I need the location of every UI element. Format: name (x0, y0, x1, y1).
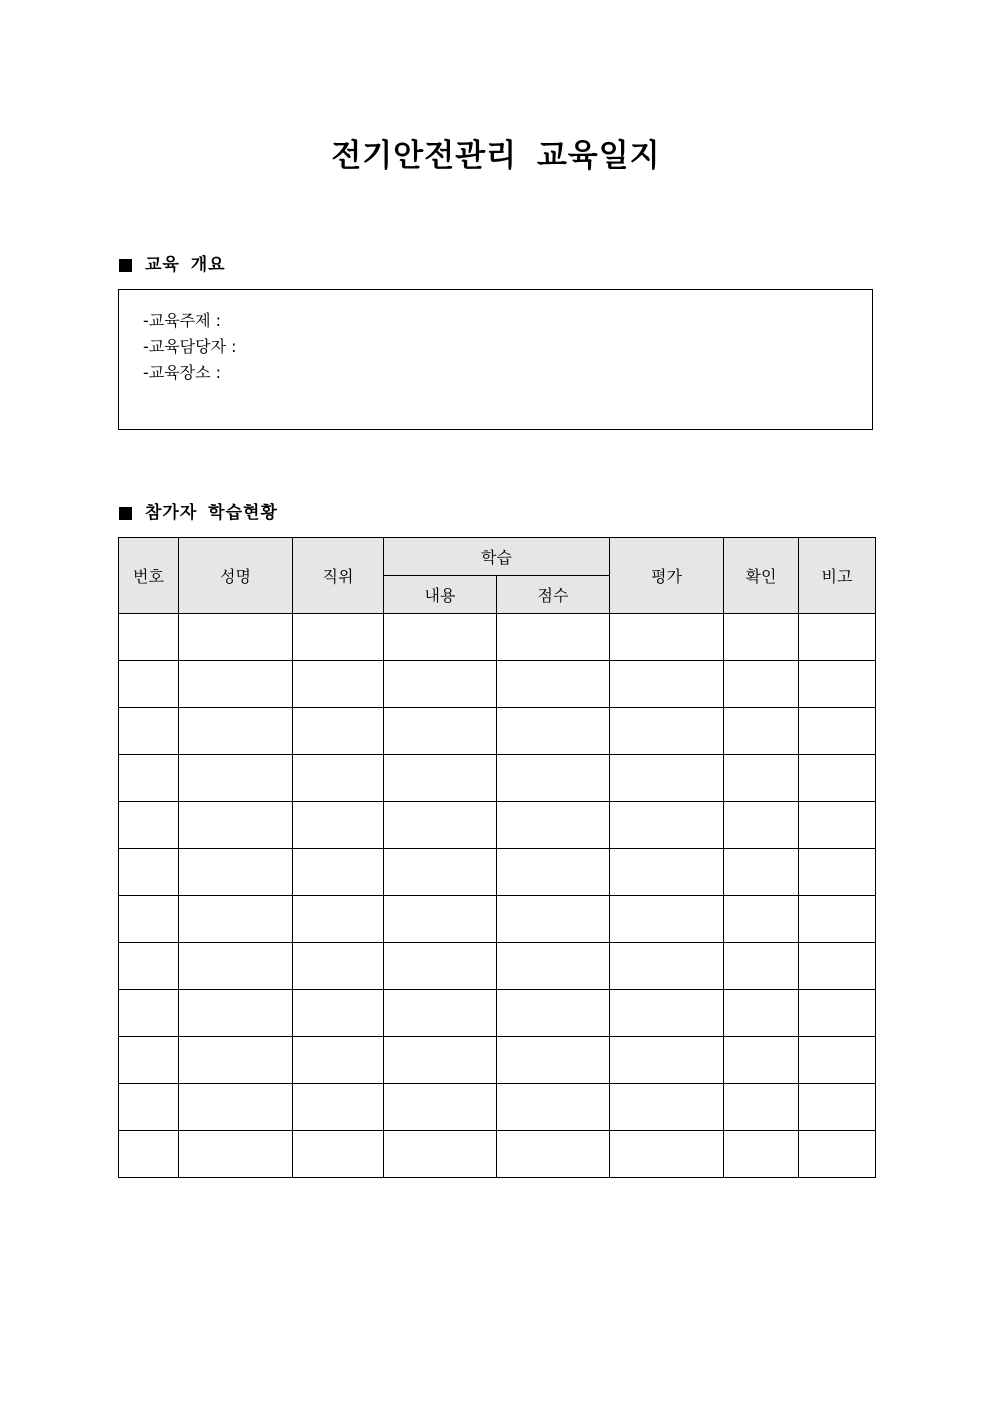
evaluation-cell[interactable] (610, 1037, 724, 1084)
score-cell[interactable] (497, 1131, 610, 1178)
score-cell[interactable] (497, 802, 610, 849)
evaluation-cell[interactable] (610, 614, 724, 661)
number-cell[interactable] (119, 1037, 179, 1084)
table-row (119, 990, 876, 1037)
name-cell[interactable] (179, 990, 293, 1037)
score-cell[interactable] (497, 708, 610, 755)
score-cell[interactable] (497, 1037, 610, 1084)
confirmation-cell[interactable] (724, 1131, 799, 1178)
content-cell[interactable] (384, 1131, 497, 1178)
status-heading-label: 참가자 학습현황 (145, 503, 278, 523)
table-row (119, 896, 876, 943)
position-cell[interactable] (293, 1084, 384, 1131)
number-cell[interactable] (119, 661, 179, 708)
remarks-cell[interactable] (799, 990, 876, 1037)
content-cell[interactable] (384, 1037, 497, 1084)
evaluation-cell[interactable] (610, 896, 724, 943)
content-cell[interactable] (384, 755, 497, 802)
column-header-score: 점수 (497, 576, 610, 614)
remarks-cell[interactable] (799, 708, 876, 755)
remarks-cell[interactable] (799, 896, 876, 943)
position-cell[interactable] (293, 661, 384, 708)
table-row (119, 614, 876, 661)
evaluation-cell[interactable] (610, 849, 724, 896)
score-cell[interactable] (497, 943, 610, 990)
table-row (119, 708, 876, 755)
remarks-cell[interactable] (799, 1084, 876, 1131)
remarks-cell[interactable] (799, 661, 876, 708)
name-cell[interactable] (179, 802, 293, 849)
remarks-cell[interactable] (799, 943, 876, 990)
score-cell[interactable] (497, 1084, 610, 1131)
confirmation-cell[interactable] (724, 1084, 799, 1131)
name-cell[interactable] (179, 755, 293, 802)
column-header-content: 내용 (384, 576, 497, 614)
name-cell[interactable] (179, 943, 293, 990)
instructor-field-label[interactable]: -교육담당자 : (143, 337, 237, 356)
table-row (119, 1037, 876, 1084)
confirmation-cell[interactable] (724, 943, 799, 990)
name-cell[interactable] (179, 661, 293, 708)
position-cell[interactable] (293, 849, 384, 896)
name-cell[interactable] (179, 708, 293, 755)
number-cell[interactable] (119, 990, 179, 1037)
confirmation-cell[interactable] (724, 1037, 799, 1084)
table-row (119, 1131, 876, 1178)
content-cell[interactable] (384, 614, 497, 661)
evaluation-cell[interactable] (610, 802, 724, 849)
name-cell[interactable] (179, 896, 293, 943)
name-cell[interactable] (179, 849, 293, 896)
score-cell[interactable] (497, 990, 610, 1037)
overview-heading-label: 교육 개요 (145, 255, 226, 275)
position-cell[interactable] (293, 990, 384, 1037)
confirmation-cell[interactable] (724, 661, 799, 708)
content-cell[interactable] (384, 896, 497, 943)
content-cell[interactable] (384, 849, 497, 896)
confirmation-cell[interactable] (724, 802, 799, 849)
column-header-remarks: 비고 (799, 538, 876, 614)
position-cell[interactable] (293, 943, 384, 990)
remarks-cell[interactable] (799, 849, 876, 896)
overview-section-heading (119, 253, 226, 277)
black-square-icon (119, 259, 132, 272)
column-header-name: 성명 (179, 538, 293, 614)
black-square-icon (119, 507, 132, 520)
remarks-cell[interactable] (799, 614, 876, 661)
number-cell[interactable] (119, 896, 179, 943)
evaluation-cell[interactable] (610, 708, 724, 755)
number-cell[interactable] (119, 1084, 179, 1131)
position-cell[interactable] (293, 708, 384, 755)
status-section-heading (119, 501, 278, 525)
evaluation-cell[interactable] (610, 661, 724, 708)
score-cell[interactable] (497, 849, 610, 896)
name-cell[interactable] (179, 1037, 293, 1084)
number-cell[interactable] (119, 849, 179, 896)
remarks-cell[interactable] (799, 1037, 876, 1084)
number-cell[interactable] (119, 1131, 179, 1178)
table-row (119, 849, 876, 896)
position-cell[interactable] (293, 1037, 384, 1084)
position-cell[interactable] (293, 614, 384, 661)
position-cell[interactable] (293, 755, 384, 802)
number-cell[interactable] (119, 755, 179, 802)
score-cell[interactable] (497, 896, 610, 943)
evaluation-cell[interactable] (610, 1084, 724, 1131)
table-body (119, 614, 876, 1178)
content-cell[interactable] (384, 943, 497, 990)
confirmation-cell[interactable] (724, 755, 799, 802)
number-cell[interactable] (119, 943, 179, 990)
number-cell[interactable] (119, 802, 179, 849)
table-row (119, 755, 876, 802)
content-cell[interactable] (384, 1084, 497, 1131)
column-header-learning: 학습 (384, 538, 610, 576)
participant-status-table (118, 537, 876, 1178)
topic-field-label[interactable]: -교육주제 : (143, 311, 222, 330)
column-header-evaluation: 평가 (610, 538, 724, 614)
name-cell[interactable] (179, 1131, 293, 1178)
name-cell[interactable] (179, 1084, 293, 1131)
table-row (119, 802, 876, 849)
column-header-confirmation: 확인 (724, 538, 799, 614)
table-row (119, 943, 876, 990)
number-cell[interactable] (119, 614, 179, 661)
confirmation-cell[interactable] (724, 708, 799, 755)
remarks-cell[interactable] (799, 1131, 876, 1178)
content-cell[interactable] (384, 802, 497, 849)
confirmation-cell[interactable] (724, 990, 799, 1037)
evaluation-cell[interactable] (610, 943, 724, 990)
page-title: 전기안전관리 교육일지 (331, 138, 661, 174)
confirmation-cell[interactable] (724, 896, 799, 943)
evaluation-cell[interactable] (610, 755, 724, 802)
column-header-number: 번호 (119, 538, 179, 614)
location-field-label[interactable]: -교육장소 : (143, 363, 222, 382)
content-cell[interactable] (384, 708, 497, 755)
content-cell[interactable] (384, 990, 497, 1037)
table-header-row (119, 538, 876, 576)
overview-box (118, 289, 873, 430)
name-cell[interactable] (179, 614, 293, 661)
position-cell[interactable] (293, 802, 384, 849)
confirmation-cell[interactable] (724, 849, 799, 896)
number-cell[interactable] (119, 708, 179, 755)
position-cell[interactable] (293, 896, 384, 943)
score-cell[interactable] (497, 661, 610, 708)
confirmation-cell[interactable] (724, 614, 799, 661)
table-row (119, 1084, 876, 1131)
remarks-cell[interactable] (799, 802, 876, 849)
evaluation-cell[interactable] (610, 1131, 724, 1178)
evaluation-cell[interactable] (610, 990, 724, 1037)
column-header-position: 직위 (293, 538, 384, 614)
score-cell[interactable] (497, 614, 610, 661)
table-row (119, 661, 876, 708)
content-cell[interactable] (384, 661, 497, 708)
remarks-cell[interactable] (799, 755, 876, 802)
position-cell[interactable] (293, 1131, 384, 1178)
score-cell[interactable] (497, 755, 610, 802)
